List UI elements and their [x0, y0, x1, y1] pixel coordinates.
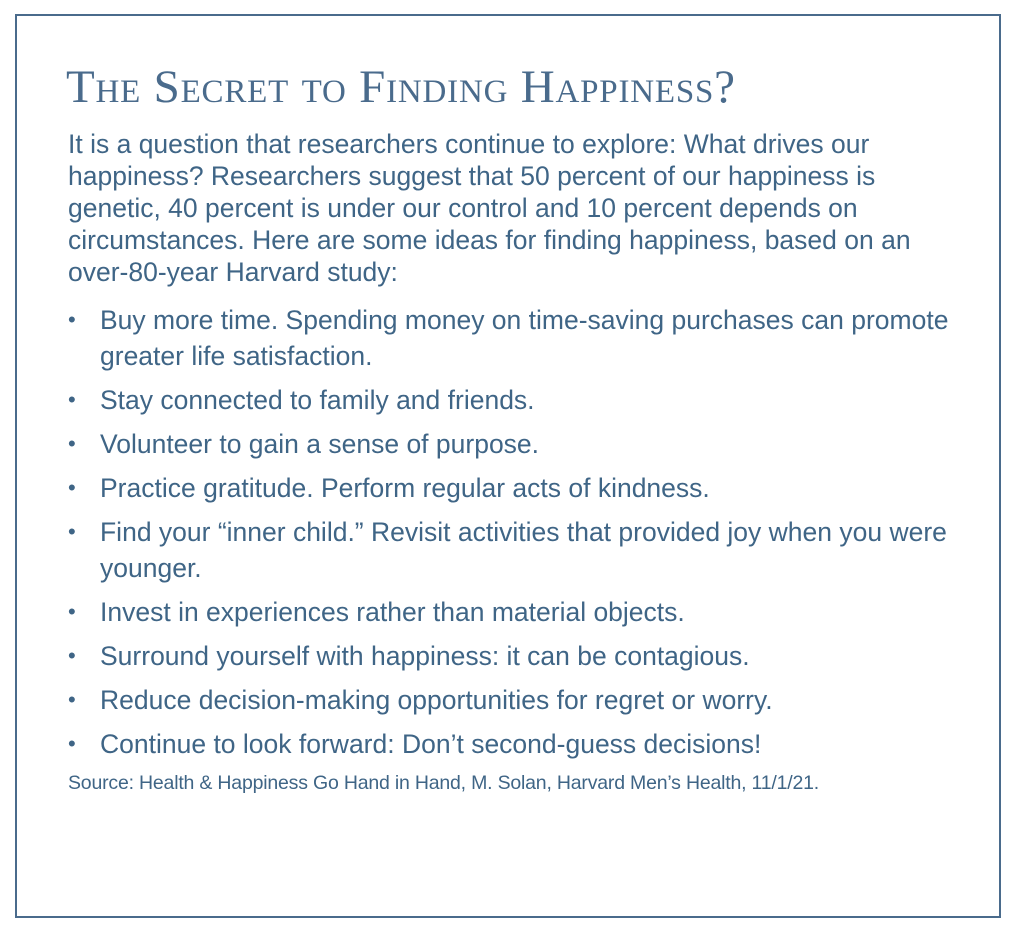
bullet-icon: • — [68, 431, 76, 456]
source-citation: Source: Health & Happiness Go Hand in Hand, M. Solan, Harvard Men’s Health, 11/1/21. — [68, 772, 819, 794]
bullet-icon: • — [68, 387, 76, 412]
callout-title: The Secret to Finding Happiness? — [66, 61, 736, 113]
list-item-text: Buy more time. Spending money on time-saving purchases can promote greater life satisfaction. — [100, 305, 949, 371]
list-item — [68, 726, 980, 762]
list-item — [68, 470, 980, 506]
list-item-text: Find your “inner child.” Revisit activities that provided joy when you were younger. — [100, 517, 947, 583]
list-item-text: Invest in experiences rather than material objects. — [100, 597, 685, 627]
bullet-icon: • — [68, 519, 76, 544]
list-item — [68, 426, 980, 462]
list-item-text: Stay connected to family and friends. — [100, 385, 535, 415]
list-item-text: Reduce decision-making opportunities for regret or worry. — [100, 685, 773, 715]
list-item-text: Surround yourself with happiness: it can be contagious. — [100, 641, 750, 671]
list-item-text: Practice gratitude. Perform regular acts of kindness. — [100, 473, 710, 503]
happiness-tips-list — [68, 302, 988, 762]
bullet-icon: • — [68, 731, 76, 756]
bullet-icon: • — [68, 687, 76, 712]
list-item — [68, 514, 980, 586]
list-item — [68, 302, 980, 374]
callout-content — [68, 58, 988, 796]
intro-paragraph: It is a question that researchers continue to explore: What drives our happiness? Researchers suggest that 50 percent of our happiness is genetic, 40 percent is under our control and 10 percent depends on circumstances. Here are some ideas for finding happiness, based on an over-80-year Harvard study: — [68, 129, 911, 287]
list-item-text: Continue to look forward: Don’t second-guess decisions! — [100, 729, 762, 759]
list-item — [68, 638, 980, 674]
bullet-icon: • — [68, 307, 76, 332]
bullet-icon: • — [68, 599, 76, 624]
list-item — [68, 682, 980, 718]
list-item — [68, 382, 980, 418]
list-item-text: Volunteer to gain a sense of purpose. — [100, 429, 540, 459]
bullet-icon: • — [68, 475, 76, 500]
bullet-icon: • — [68, 643, 76, 668]
list-item — [68, 594, 980, 630]
